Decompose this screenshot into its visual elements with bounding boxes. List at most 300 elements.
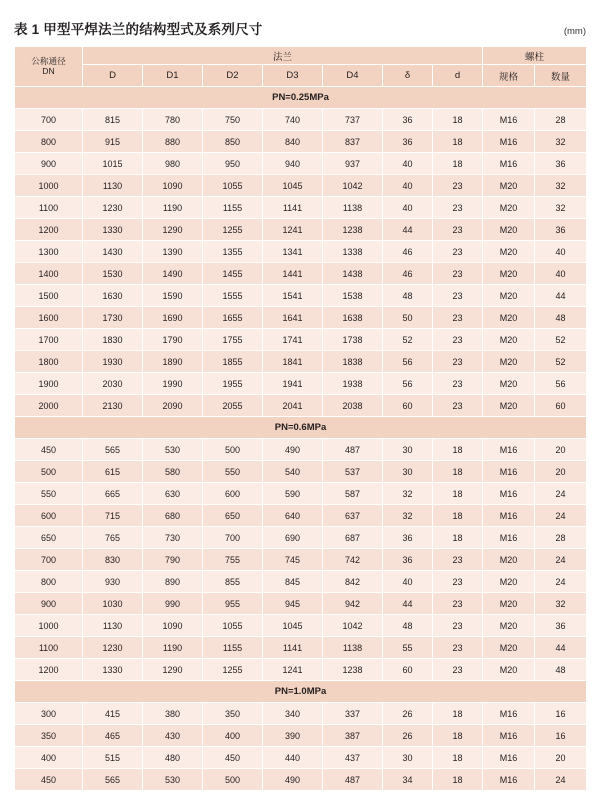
table-cell: 1141 (263, 197, 323, 219)
table-cell: 16 (535, 725, 587, 747)
cell-dn: 900 (15, 153, 83, 175)
table-cell: 600 (203, 483, 263, 505)
table-cell: 940 (263, 153, 323, 175)
table-cell: 40 (383, 153, 433, 175)
table-cell: 52 (383, 329, 433, 351)
table-cell: 32 (535, 593, 587, 615)
table-cell: 1341 (263, 241, 323, 263)
table-cell: 840 (263, 131, 323, 153)
table-cell: 36 (383, 109, 433, 131)
table-cell: 48 (535, 659, 587, 681)
cell-dn: 550 (15, 483, 83, 505)
table-cell: 615 (83, 461, 143, 483)
table-row (15, 131, 587, 153)
table-row (15, 747, 587, 769)
table-cell: 1130 (83, 175, 143, 197)
table-cell: 23 (433, 659, 483, 681)
table-cell: 36 (535, 153, 587, 175)
table-cell: 40 (535, 263, 587, 285)
table-cell: M16 (483, 505, 535, 527)
table-cell: 24 (535, 549, 587, 571)
table-body (15, 87, 587, 791)
table-cell: 890 (143, 571, 203, 593)
table-row (15, 483, 587, 505)
table-cell: 540 (263, 461, 323, 483)
table-cell: 687 (323, 527, 383, 549)
table-cell: 32 (535, 175, 587, 197)
table-header (15, 47, 587, 87)
table-cell: 48 (383, 285, 433, 307)
table-cell: 1630 (83, 285, 143, 307)
table-cell: 46 (383, 241, 433, 263)
header-col-d4: D4 (323, 65, 383, 87)
section-label: PN=0.25MPa (15, 87, 587, 109)
table-cell: 1355 (203, 241, 263, 263)
table-cell: 18 (433, 153, 483, 175)
table-row (15, 571, 587, 593)
header-col-bolt-qty: 数量 (535, 65, 587, 87)
table-cell: 845 (263, 571, 323, 593)
table-cell: 1155 (203, 637, 263, 659)
table-cell: 1890 (143, 351, 203, 373)
table-cell: M16 (483, 153, 535, 175)
table-cell: 56 (383, 351, 433, 373)
table-cell: 2030 (83, 373, 143, 395)
table-cell: 60 (535, 395, 587, 417)
table-cell: 1538 (323, 285, 383, 307)
table-row (15, 439, 587, 461)
table-row (15, 549, 587, 571)
table-cell: M20 (483, 659, 535, 681)
table-cell: M20 (483, 241, 535, 263)
table-cell: 1090 (143, 175, 203, 197)
table-cell: 850 (203, 131, 263, 153)
flange-dimensions-table (14, 46, 587, 791)
table-cell: 23 (433, 615, 483, 637)
table-cell: 1030 (83, 593, 143, 615)
table-cell: 750 (203, 109, 263, 131)
table-cell: 1790 (143, 329, 203, 351)
cell-dn: 600 (15, 505, 83, 527)
table-cell: 1015 (83, 153, 143, 175)
section-header-row (15, 681, 587, 703)
table-cell: M16 (483, 131, 535, 153)
table-cell: 30 (383, 439, 433, 461)
table-cell: 650 (203, 505, 263, 527)
header-group-row (15, 47, 587, 65)
table-cell: 440 (263, 747, 323, 769)
table-cell: 565 (83, 769, 143, 791)
table-cell: 36 (383, 527, 433, 549)
table-cell: 837 (323, 131, 383, 153)
table-cell: 16 (535, 703, 587, 725)
table-cell: 1130 (83, 615, 143, 637)
table-cell: 700 (203, 527, 263, 549)
table-cell: 23 (433, 373, 483, 395)
table-cell: 690 (263, 527, 323, 549)
table-cell: M20 (483, 637, 535, 659)
table-cell: 18 (433, 109, 483, 131)
table-cell: 755 (203, 549, 263, 571)
table-cell: 500 (203, 439, 263, 461)
cell-dn: 500 (15, 461, 83, 483)
cell-dn: 2000 (15, 395, 83, 417)
header-group-bolt: 螺柱 (483, 47, 587, 65)
table-cell: 36 (535, 615, 587, 637)
cell-dn: 800 (15, 131, 83, 153)
table-cell: 665 (83, 483, 143, 505)
table-cell: 390 (263, 725, 323, 747)
cell-dn: 1700 (15, 329, 83, 351)
table-cell: 1555 (203, 285, 263, 307)
table-cell: 2090 (143, 395, 203, 417)
table-cell: 630 (143, 483, 203, 505)
table-cell: 1090 (143, 615, 203, 637)
header-dn (15, 47, 83, 87)
table-cell: 1330 (83, 219, 143, 241)
table-cell: 32 (535, 131, 587, 153)
table-row (15, 197, 587, 219)
table-cell: 1655 (203, 307, 263, 329)
table-cell: 945 (263, 593, 323, 615)
table-cell: 1441 (263, 263, 323, 285)
table-cell: 18 (433, 769, 483, 791)
table-cell: 26 (383, 725, 433, 747)
table-row (15, 395, 587, 417)
table-row (15, 329, 587, 351)
table-cell: 380 (143, 703, 203, 725)
table-cell: 50 (383, 307, 433, 329)
table-row (15, 219, 587, 241)
table-cell: 1055 (203, 175, 263, 197)
table-cell: M20 (483, 263, 535, 285)
table-cell: M20 (483, 285, 535, 307)
table-cell: 24 (535, 505, 587, 527)
table-cell: 20 (535, 747, 587, 769)
table-row (15, 615, 587, 637)
table-cell: 1430 (83, 241, 143, 263)
table-cell: 24 (535, 483, 587, 505)
table-cell: 1741 (263, 329, 323, 351)
table-cell: 48 (535, 307, 587, 329)
cell-dn: 800 (15, 571, 83, 593)
table-row (15, 593, 587, 615)
table-cell: M20 (483, 593, 535, 615)
table-cell: M20 (483, 615, 535, 637)
table-cell: M16 (483, 109, 535, 131)
table-cell: 2041 (263, 395, 323, 417)
table-cell: 44 (535, 285, 587, 307)
table-cell: 18 (433, 483, 483, 505)
table-cell: 1755 (203, 329, 263, 351)
table-cell: 18 (433, 131, 483, 153)
table-cell: 18 (433, 703, 483, 725)
table-cell: 18 (433, 439, 483, 461)
table-cell: 1290 (143, 659, 203, 681)
table-cell: 715 (83, 505, 143, 527)
header-dn-line2: DN (42, 65, 55, 76)
table-row (15, 527, 587, 549)
table-cell: M16 (483, 527, 535, 549)
table-cell: 830 (83, 549, 143, 571)
table-cell: 44 (383, 219, 433, 241)
table-cell: 500 (203, 769, 263, 791)
table-cell: 1738 (323, 329, 383, 351)
cell-dn: 350 (15, 725, 83, 747)
table-cell: 430 (143, 725, 203, 747)
cell-dn: 700 (15, 549, 83, 571)
table-cell: 580 (143, 461, 203, 483)
table-cell: 1930 (83, 351, 143, 373)
table-cell: 842 (323, 571, 383, 593)
table-cell: 1590 (143, 285, 203, 307)
table-cell: 490 (263, 769, 323, 791)
cell-dn: 450 (15, 769, 83, 791)
table-cell: M20 (483, 395, 535, 417)
table-cell: 1641 (263, 307, 323, 329)
table-cell: 680 (143, 505, 203, 527)
table-cell: 1045 (263, 615, 323, 637)
table-cell: 487 (323, 439, 383, 461)
table-cell: 790 (143, 549, 203, 571)
table-cell: 1990 (143, 373, 203, 395)
section-header-row (15, 417, 587, 439)
header-col-row (15, 65, 587, 87)
section-header-row (15, 87, 587, 109)
table-cell: 1241 (263, 659, 323, 681)
table-cell: 23 (433, 175, 483, 197)
cell-dn: 900 (15, 593, 83, 615)
table-cell: M20 (483, 549, 535, 571)
table-row (15, 241, 587, 263)
table-cell: 2130 (83, 395, 143, 417)
table-cell: 30 (383, 747, 433, 769)
cell-dn: 1100 (15, 197, 83, 219)
table-cell: 23 (433, 351, 483, 373)
table-cell: 1230 (83, 637, 143, 659)
cell-dn: 1000 (15, 175, 83, 197)
header-col-d2: D2 (203, 65, 263, 87)
table-cell: 36 (383, 549, 433, 571)
cell-dn: 450 (15, 439, 83, 461)
table-cell: 44 (383, 593, 433, 615)
table-cell: M16 (483, 439, 535, 461)
table-cell: 2055 (203, 395, 263, 417)
table-cell: 1955 (203, 373, 263, 395)
cell-dn: 1000 (15, 615, 83, 637)
table-cell: 1541 (263, 285, 323, 307)
table-cell: 52 (535, 351, 587, 373)
cell-dn: 400 (15, 747, 83, 769)
table-cell: 1390 (143, 241, 203, 263)
table-cell: 23 (433, 197, 483, 219)
table-cell: M20 (483, 351, 535, 373)
table-cell: 56 (383, 373, 433, 395)
table-cell: 337 (323, 703, 383, 725)
table-row (15, 351, 587, 373)
table-cell: 1255 (203, 219, 263, 241)
table-cell: 1455 (203, 263, 263, 285)
table-cell: 1141 (263, 637, 323, 659)
table-cell: 1190 (143, 197, 203, 219)
table-cell: 1238 (323, 219, 383, 241)
table-cell: 490 (263, 439, 323, 461)
table-cell: 1941 (263, 373, 323, 395)
table-cell: 1730 (83, 307, 143, 329)
table-cell: 1045 (263, 175, 323, 197)
table-cell: 1255 (203, 659, 263, 681)
table-cell: 937 (323, 153, 383, 175)
table-cell: 745 (263, 549, 323, 571)
table-cell: 1490 (143, 263, 203, 285)
table-cell: 990 (143, 593, 203, 615)
table-cell: 1855 (203, 351, 263, 373)
table-cell: 730 (143, 527, 203, 549)
table-cell: 28 (535, 109, 587, 131)
cell-dn: 700 (15, 109, 83, 131)
page-title: 表 1 甲型平焊法兰的结构型式及系列尺寸 (14, 22, 263, 37)
table-cell: 40 (383, 175, 433, 197)
cell-dn: 1600 (15, 307, 83, 329)
table-cell: 23 (433, 307, 483, 329)
cell-dn: 1200 (15, 659, 83, 681)
table-cell: 1238 (323, 659, 383, 681)
header-col-d: D (83, 65, 143, 87)
table-cell: M16 (483, 747, 535, 769)
table-cell: 437 (323, 747, 383, 769)
table-cell: 1530 (83, 263, 143, 285)
cell-dn: 1300 (15, 241, 83, 263)
table-cell: 550 (203, 461, 263, 483)
table-cell: 46 (383, 263, 433, 285)
table-cell: 2038 (323, 395, 383, 417)
header-dn-line1: 公称通径 (31, 55, 66, 66)
table-cell: 537 (323, 461, 383, 483)
table-cell: 36 (535, 219, 587, 241)
table-cell: 980 (143, 153, 203, 175)
table-cell: 18 (433, 527, 483, 549)
table-cell: 1138 (323, 197, 383, 219)
table-cell: 1438 (323, 263, 383, 285)
title-row (14, 18, 586, 38)
table-cell: M16 (483, 769, 535, 791)
table-cell: 18 (433, 461, 483, 483)
table-row (15, 307, 587, 329)
table-cell: M16 (483, 483, 535, 505)
table-cell: 465 (83, 725, 143, 747)
table-cell: 415 (83, 703, 143, 725)
table-cell: 55 (383, 637, 433, 659)
table-cell: 637 (323, 505, 383, 527)
cell-dn: 1800 (15, 351, 83, 373)
table-cell: 23 (433, 637, 483, 659)
cell-dn: 1200 (15, 219, 83, 241)
table-cell: M20 (483, 329, 535, 351)
table-cell: 1230 (83, 197, 143, 219)
table-cell: 340 (263, 703, 323, 725)
table-cell: 1330 (83, 659, 143, 681)
table-cell: 20 (535, 461, 587, 483)
cell-dn: 1100 (15, 637, 83, 659)
table-cell: 1042 (323, 175, 383, 197)
table-cell: 32 (383, 483, 433, 505)
table-cell: 30 (383, 461, 433, 483)
header-col-d1: D1 (143, 65, 203, 87)
table-cell: 32 (383, 505, 433, 527)
header-col-bolt-spec: 规格 (483, 65, 535, 87)
table-cell: 565 (83, 439, 143, 461)
table-cell: M20 (483, 373, 535, 395)
table-row (15, 109, 587, 131)
table-cell: 1241 (263, 219, 323, 241)
table-cell: M16 (483, 725, 535, 747)
table-cell: M20 (483, 571, 535, 593)
table-row (15, 373, 587, 395)
table-cell: 18 (433, 747, 483, 769)
table-cell: 34 (383, 769, 433, 791)
unit-note: (mm) (563, 26, 586, 37)
header-col-d3: D3 (263, 65, 323, 87)
table-cell: 23 (433, 219, 483, 241)
table-cell: 40 (383, 197, 433, 219)
table-row (15, 703, 587, 725)
table-cell: 950 (203, 153, 263, 175)
table-cell: M16 (483, 461, 535, 483)
header-col-d-small: d (433, 65, 483, 87)
table-row (15, 285, 587, 307)
table-cell: 915 (83, 131, 143, 153)
cell-dn: 1400 (15, 263, 83, 285)
table-row (15, 505, 587, 527)
table-cell: 44 (535, 637, 587, 659)
table-cell: 1338 (323, 241, 383, 263)
table-cell: 955 (203, 593, 263, 615)
table-cell: 855 (203, 571, 263, 593)
table-cell: M20 (483, 197, 535, 219)
table-row (15, 263, 587, 285)
table-row (15, 637, 587, 659)
table-row (15, 153, 587, 175)
table-cell: 1830 (83, 329, 143, 351)
cell-dn: 300 (15, 703, 83, 725)
table-cell: 52 (535, 329, 587, 351)
table-cell: 24 (535, 769, 587, 791)
table-cell: 23 (433, 263, 483, 285)
table-cell: 530 (143, 769, 203, 791)
table-cell: 450 (203, 747, 263, 769)
table-cell: 28 (535, 527, 587, 549)
table-cell: 587 (323, 483, 383, 505)
table-cell: M20 (483, 307, 535, 329)
table-cell: 387 (323, 725, 383, 747)
section-label: PN=0.6MPa (15, 417, 587, 439)
table-cell: M20 (483, 175, 535, 197)
table-cell: 23 (433, 329, 483, 351)
table-cell: 1290 (143, 219, 203, 241)
table-cell: 880 (143, 131, 203, 153)
header-col-delta: δ (383, 65, 433, 87)
cell-dn: 1900 (15, 373, 83, 395)
table-cell: 23 (433, 241, 483, 263)
table-row (15, 769, 587, 791)
table-cell: 60 (383, 659, 433, 681)
table-cell: 1190 (143, 637, 203, 659)
table-row (15, 461, 587, 483)
table-cell: 740 (263, 109, 323, 131)
table-cell: 780 (143, 109, 203, 131)
table-row (15, 175, 587, 197)
table-cell: 23 (433, 549, 483, 571)
